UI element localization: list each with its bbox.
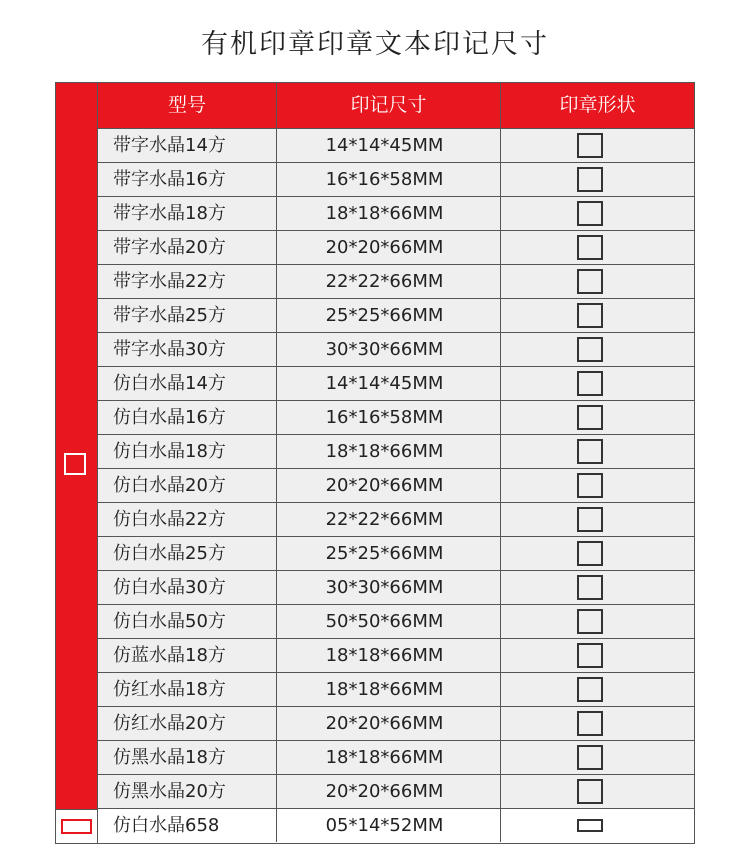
model-cell: 带字水晶14方: [98, 129, 277, 162]
shape-cell: [501, 809, 694, 842]
table-row: [98, 162, 694, 196]
table-header: [98, 83, 694, 128]
shape-cell: [501, 265, 694, 298]
size-cell: 20*20*66MM: [277, 707, 501, 740]
model-cell: 仿红水晶18方: [98, 673, 277, 706]
shape-cell: [501, 197, 694, 230]
shape-cell: [501, 299, 694, 332]
square-outline-icon: [577, 235, 603, 260]
square-outline-icon: [577, 745, 603, 770]
model-cell: 带字水晶22方: [98, 265, 277, 298]
shape-cell: [501, 401, 694, 434]
category-sidebar-rect: [56, 809, 98, 843]
square-outline-icon: [577, 371, 603, 396]
size-cell: 30*30*66MM: [277, 571, 501, 604]
rectangle-outline-icon: [61, 819, 92, 834]
model-cell: 带字水晶30方: [98, 333, 277, 366]
square-outline-icon: [577, 473, 603, 498]
shape-cell: [501, 639, 694, 672]
shape-cell: [501, 469, 694, 502]
square-outline-icon: [577, 779, 603, 804]
table-body: [98, 128, 694, 842]
model-cell: 仿红水晶20方: [98, 707, 277, 740]
model-cell: 仿白水晶18方: [98, 435, 277, 468]
page-title: 有机印章印章文本印记尺寸: [201, 29, 549, 60]
table-row: [98, 434, 694, 468]
size-cell: 18*18*66MM: [277, 741, 501, 774]
model-cell: 仿白水晶30方: [98, 571, 277, 604]
model-cell: 仿白水晶50方: [98, 605, 277, 638]
square-outline-icon: [577, 439, 603, 464]
shape-cell: [501, 367, 694, 400]
size-cell: 22*22*66MM: [277, 503, 501, 536]
table-row: [98, 808, 694, 842]
shape-cell: [501, 775, 694, 808]
size-cell: 05*14*52MM: [277, 809, 501, 842]
square-outline-icon: [577, 541, 603, 566]
square-outline-icon: [577, 133, 603, 158]
table-row: [98, 400, 694, 434]
size-cell: 20*20*66MM: [277, 469, 501, 502]
rectangle-outline-icon: [577, 819, 603, 832]
table-row: [98, 536, 694, 570]
size-cell: 16*16*58MM: [277, 163, 501, 196]
shape-cell: [501, 231, 694, 264]
table-row: [98, 740, 694, 774]
shape-cell: [501, 129, 694, 162]
model-cell: 带字水晶25方: [98, 299, 277, 332]
square-outline-icon: [64, 453, 86, 475]
square-outline-icon: [577, 337, 603, 362]
size-cell: 25*25*66MM: [277, 299, 501, 332]
model-cell: 仿白水晶14方: [98, 367, 277, 400]
size-cell: 50*50*66MM: [277, 605, 501, 638]
square-outline-icon: [577, 303, 603, 328]
size-cell: 22*22*66MM: [277, 265, 501, 298]
size-table: [55, 82, 695, 844]
table-row: [98, 264, 694, 298]
shape-cell: [501, 503, 694, 536]
table-row: [98, 468, 694, 502]
model-cell: 带字水晶16方: [98, 163, 277, 196]
model-cell: 仿白水晶20方: [98, 469, 277, 502]
size-cell: 16*16*58MM: [277, 401, 501, 434]
category-sidebar-square: [56, 83, 98, 809]
square-outline-icon: [577, 609, 603, 634]
size-cell: 18*18*66MM: [277, 639, 501, 672]
header-size: 印记尺寸: [277, 83, 501, 128]
table-row: [98, 128, 694, 162]
shape-cell: [501, 163, 694, 196]
table-row: [98, 196, 694, 230]
table-row: [98, 706, 694, 740]
square-outline-icon: [577, 575, 603, 600]
size-cell: 18*18*66MM: [277, 197, 501, 230]
model-cell: 仿黑水晶18方: [98, 741, 277, 774]
table-row: [98, 604, 694, 638]
table-row: [98, 332, 694, 366]
table-row: [98, 672, 694, 706]
model-cell: 仿白水晶25方: [98, 537, 277, 570]
size-cell: 14*14*45MM: [277, 367, 501, 400]
shape-cell: [501, 707, 694, 740]
size-cell: 14*14*45MM: [277, 129, 501, 162]
shape-cell: [501, 741, 694, 774]
square-outline-icon: [577, 167, 603, 192]
table-row: [98, 638, 694, 672]
table-row: [98, 366, 694, 400]
square-outline-icon: [577, 269, 603, 294]
square-outline-icon: [577, 201, 603, 226]
size-cell: 20*20*66MM: [277, 775, 501, 808]
model-cell: 仿白水晶16方: [98, 401, 277, 434]
model-cell: 仿黑水晶20方: [98, 775, 277, 808]
table-row: [98, 298, 694, 332]
size-cell: 18*18*66MM: [277, 673, 501, 706]
shape-cell: [501, 435, 694, 468]
square-outline-icon: [577, 677, 603, 702]
size-cell: 25*25*66MM: [277, 537, 501, 570]
square-outline-icon: [577, 507, 603, 532]
model-cell: 带字水晶20方: [98, 231, 277, 264]
model-cell: 仿蓝水晶18方: [98, 639, 277, 672]
header-shape: 印章形状: [559, 94, 636, 116]
shape-cell: [501, 571, 694, 604]
header-model: 型号: [98, 83, 277, 128]
shape-cell: [501, 537, 694, 570]
square-outline-icon: [577, 405, 603, 430]
model-cell: 仿白水晶658: [98, 809, 277, 842]
table-row: [98, 230, 694, 264]
model-cell: 带字水晶18方: [98, 197, 277, 230]
size-cell: 20*20*66MM: [277, 231, 501, 264]
table-row: [98, 774, 694, 808]
shape-cell: [501, 673, 694, 706]
table-row: [98, 502, 694, 536]
shape-cell: [501, 333, 694, 366]
model-cell: 仿白水晶22方: [98, 503, 277, 536]
size-cell: 18*18*66MM: [277, 435, 501, 468]
size-cell: 30*30*66MM: [277, 333, 501, 366]
square-outline-icon: [577, 643, 603, 668]
shape-cell: [501, 605, 694, 638]
table-row: [98, 570, 694, 604]
square-outline-icon: [577, 711, 603, 736]
